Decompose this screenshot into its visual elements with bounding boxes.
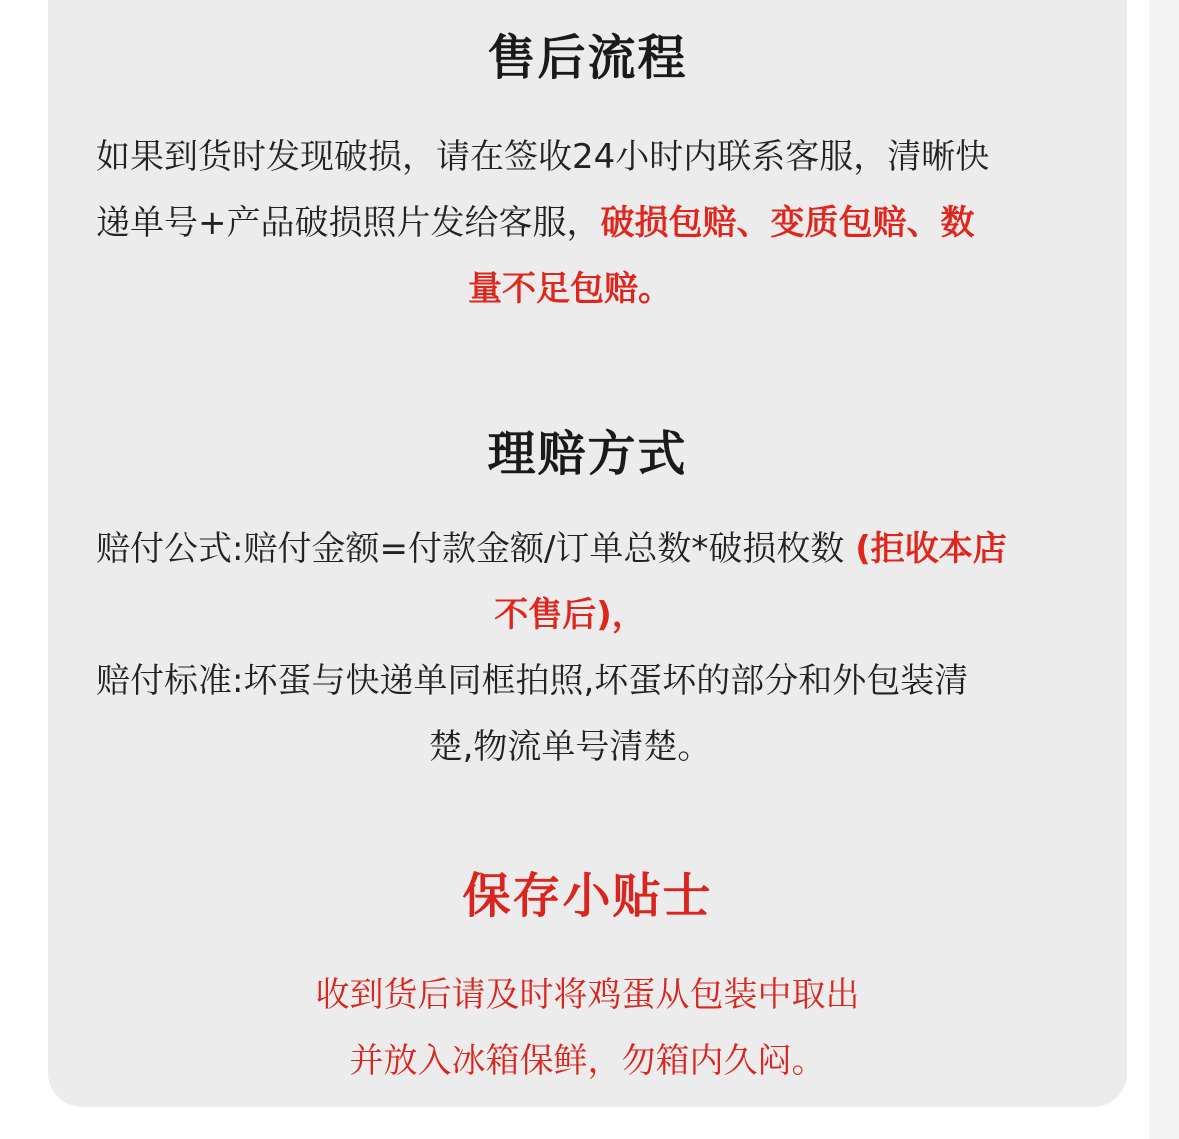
storage-tips-title: 保存小贴士 (462, 868, 713, 924)
claim-standard-line-2: 楚,物流单号清楚。 (428, 727, 712, 767)
right-edge-strip (1149, 0, 1179, 1139)
after-sales-process-title: 售后流程 (487, 30, 688, 86)
claim-formula-line (96, 516, 1044, 582)
claim-method-paragraph (96, 516, 1044, 780)
after-sales-line-3 (96, 256, 1044, 322)
claim-method-title: 理赔方式 (487, 426, 688, 482)
after-sales-line-2-text: 递单号+产品破损照片发给客服， (96, 203, 601, 243)
after-sales-line-1: 如果到货时发现破损，请在签收24小时内联系客服，清晰快 (96, 137, 990, 177)
storage-tip-line-1: 收到货后请及时将鸡蛋从包装中取出 (315, 975, 860, 1015)
claim-formula-line-2 (96, 582, 1044, 648)
claim-standard-line-1: 赔付标准:坏蛋与快递单同框拍照,坏蛋坏的部分和外包装清 (96, 661, 969, 701)
claim-formula-note: (拒收本店 (855, 529, 1007, 569)
storage-tip-line-2: 并放入冰箱保鲜，勿箱内久闷。 (349, 1041, 826, 1081)
compensation-highlight: 破损包赔、变质包赔、数 (600, 203, 975, 243)
claim-formula-text: 赔付公式:赔付金额=付款金额/订单总数*破损枚数 (96, 529, 845, 569)
compensation-highlight-end: 量不足包赔。 (468, 269, 672, 309)
claim-formula-note-end: 不售后)， (494, 595, 646, 635)
after-sales-paragraph (96, 124, 1044, 322)
after-sales-card (48, 0, 1127, 1107)
after-sales-line-2 (96, 190, 1044, 256)
